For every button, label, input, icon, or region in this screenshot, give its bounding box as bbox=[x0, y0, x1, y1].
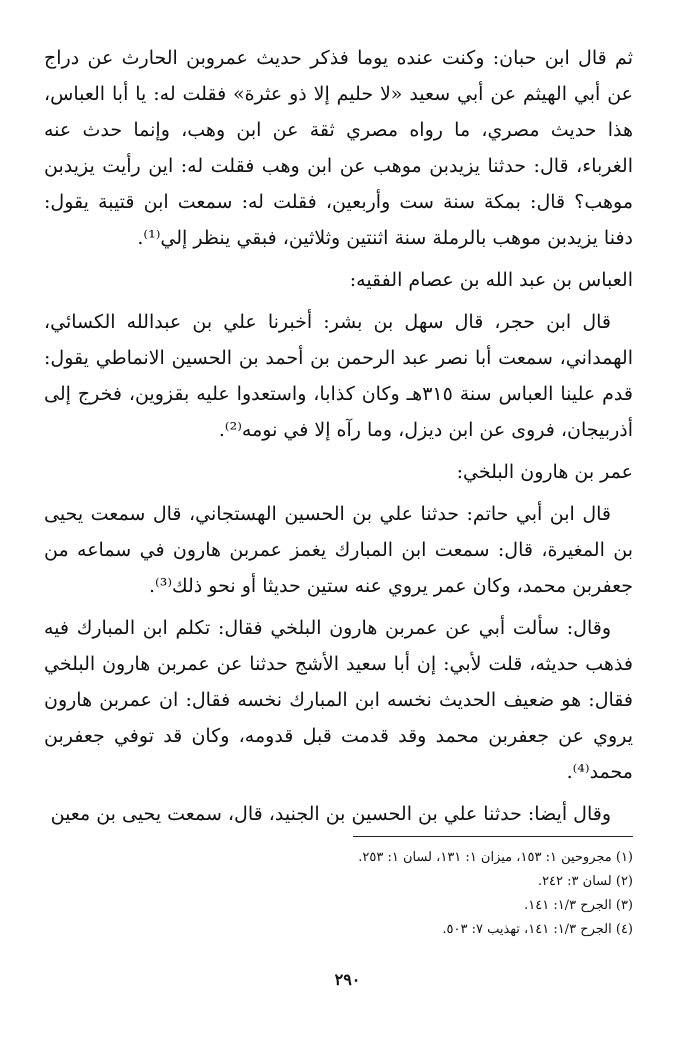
main-text bbox=[44, 40, 633, 838]
paragraph-ibn-hibban: ثم قال ابن حبان: وكنت عنده يوما فذكر حديث عمروبن الحارث عن دراج عن أبي الهيثم عن أبي سعيد «لا حليم إلا ذو عثرة» فقلت له: يا أبا العباس، هذا حديث مصري، ما رواه مصري ثقة عن ابن وهب، وإنما حدث عنه الغرباء، قال: حدثنا يزيدبن موهب عن ابن وهب فقلت له: اين رأيت يزيدبن موهب؟ قال: بمكة سنة ست وأربعين، فقلت له: سمعت ابن قتيبة يقول: دفنا يزيدبن موهب بالرملة سنة اثنتين وثلاثين، فبقي ينظر إلي⁽¹⁾. bbox=[44, 47, 633, 249]
footnote-4: (٤) الجرح ١/٣: ١٤١، تهذيب ٧: ٥٠٣. bbox=[442, 922, 633, 937]
section-heading-abbas: العباس بن عبد الله بن عصام الفقيه: bbox=[349, 269, 633, 291]
paragraph-asked-father: وقال: سألت أبي عن عمربن هارون البلخي فقال: تكلم ابن المبارك فيه فذهب حديثه، قلت لأبي: إن أبا سعيد الأشج حدثنا عن عمربن هارون البلخي فقال: هو ضعيف الحديث نخسه ابن المبارك نخسه فقال: ان عمربن هارون يروي عن جعفربن محمد وقد قدمت قبل قدومه، وكان قد توفي جعفربن محمد⁽⁴⁾. bbox=[44, 617, 633, 783]
paragraph-also-said: وقال أيضا: حدثنا علي بن الحسين بن الجنيد، قال، سمعت يحيى بن معين bbox=[50, 803, 611, 825]
section-heading-umar: عمر بن هارون البلخي: bbox=[456, 461, 633, 483]
footnote-1: (١) مجروحين ١: ١٥٣، ميزان ١: ١٣١، لسان ١: ٢٥٣. bbox=[358, 850, 633, 865]
paragraph-ibn-hajar: قال ابن حجر، قال سهل بن بشر: أخبرنا علي بن عبدالله الكسائي، الهمداني، سمعت أبا نصر عبد الرحمن بن أحمد بن الحسين الانماطي يقول: قدم علينا العباس سنة ٣١٥هـ وكان كذابا، واستعدوا عليه بقزوين، فخرج إلى أذربيجان، فروى عن ابن ديزل، وما رآه إلا في نومه⁽²⁾. bbox=[44, 311, 633, 441]
paragraph-ibn-abi-hatim: قال ابن أبي حاتم: حدثنا علي بن الحسين الهستجاني، قال سمعت يحيى بن المغيرة، قال: سمعت ابن المبارك يغمز عمربن هارون في سماعه من جعفربن محمد، وكان عمر يروي عنه ستين حديثا أو نحو ذلك⁽³⁾. bbox=[44, 503, 633, 597]
footnotes bbox=[44, 846, 633, 942]
footnote-divider bbox=[353, 836, 633, 837]
page-number: ٢٩٠ bbox=[334, 970, 361, 989]
footnote-3: (٣) الجرح ١/٣: ١٤١. bbox=[524, 898, 633, 913]
footnote-2: (٢) لسان ٣: ٢٤٢. bbox=[537, 874, 633, 889]
